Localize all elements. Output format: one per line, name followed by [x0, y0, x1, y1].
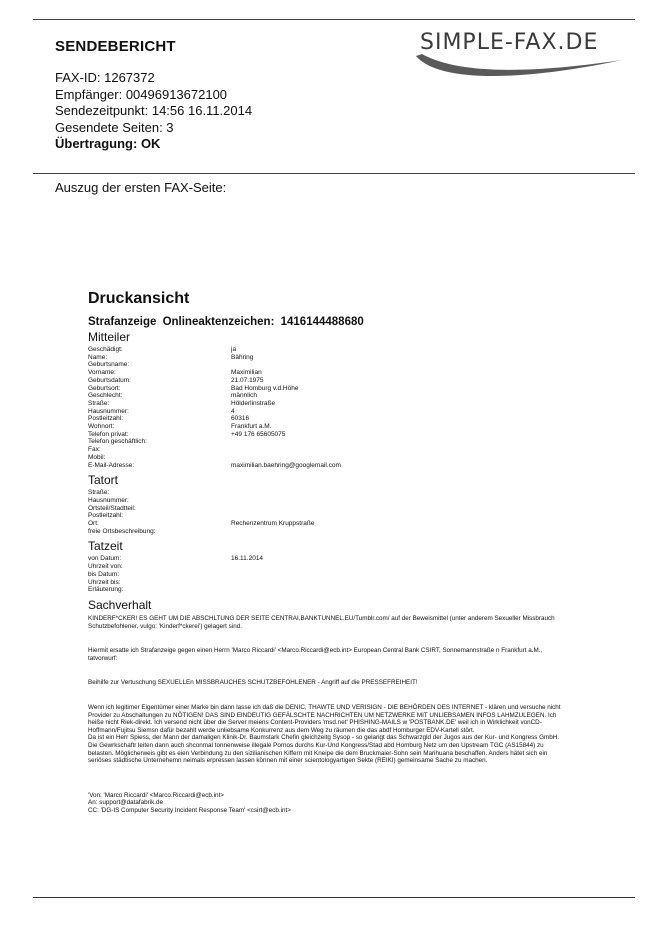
- form-row-label: Straße:: [88, 399, 110, 407]
- form-row-label: Geschlecht:: [88, 392, 123, 400]
- form-row-label: Uhrzeit bis:: [88, 578, 121, 586]
- email-header-block: [88, 792, 568, 815]
- section-heading-tatort: Tatort: [88, 473, 119, 488]
- form-row-value: Rechenzentrum Kruppstraße: [231, 520, 315, 528]
- form-row: [88, 400, 568, 408]
- form-row-value: Bähring: [231, 353, 254, 361]
- form-row-label: Straße:: [88, 489, 110, 497]
- fax-id: FAX-ID: 1267372: [55, 70, 155, 85]
- form-row-label: Telefon privat:: [88, 430, 129, 438]
- form-row-value: +49 176 65605075: [231, 430, 286, 438]
- top-divider: [33, 19, 635, 20]
- form-row: [88, 512, 568, 520]
- form-row: [88, 520, 568, 528]
- sachverhalt-paragraph: Da ist ein Herr Spiess, der Mann der damaligen Klinik-Dr. Baumstark Chefin gleichzeitg Sysop - so gelangt das Schwarzgld der Jugos aus der Kur- und Kongress GmbH. Die Gewrkschaftr leiten dann auch shconmal tonnenweise illegale Pornos durchs Kur-Und Kongress/Stad abd Homburg Netz um den Upstream TGC (AS15844) zu belasten. Möglicherweis gibt es eien Verbindung zu den sizilianischen Kiffern mit Kneipe die dem Bruckmaier-Sohn sein Marihuana beschaffen. Anders hätet sich ein seriöses städtische Unternehemn neimals erpressen lassen können mit einer scientologyartigen Sekte (REIKI) gemeinsame Sache zu machen.: [88, 734, 560, 765]
- email-cc-line: CC: 'DG-IS Computer Security Incident Response Team' <csirt@ecb.int>: [88, 806, 291, 814]
- form-row-label: Postleitzahl:: [88, 415, 124, 423]
- fax-pages-sent: Gesendete Seiten: 3: [55, 119, 174, 135]
- form-row: [88, 377, 568, 385]
- middle-divider: [33, 173, 635, 174]
- form-row-label: Ortsteil/Stadtteil:: [88, 504, 136, 512]
- bottom-divider: [33, 897, 635, 898]
- form-row: [88, 438, 568, 446]
- form-row-label: Fax:: [88, 446, 101, 454]
- form-row-label: bis Datum:: [88, 570, 120, 578]
- sachverhalt-paragraph: Hiermit ersatte ich Strafanzeige gegen einen Herrn 'Marco Riccardi' <Marco.Riccardi@ecb.int> European Central Bank CSIRT, Sonnemannstraße n Frankfurt a.M., tatvorwurf:: [88, 647, 543, 662]
- form-row-label: Geburtsdatum:: [88, 376, 131, 384]
- form-row: [88, 408, 568, 416]
- form-mitteiler: [88, 346, 568, 469]
- form-row-label: Mobil:: [88, 453, 106, 461]
- form-row: [88, 431, 568, 439]
- sachverhalt-paragraph: Beihilfe zur Vertuschung SEXUELLEn MISSBRAUCHES SCHUTZBEFOHLENER - Angriff auf die PRESSEFREIHEIT!: [88, 679, 418, 687]
- section-heading-sachverhalt: Sachverhalt: [88, 597, 152, 612]
- scan-subtitle: Strafanzeige Onlineaktenzeichen: 1416144488680: [88, 316, 364, 328]
- excerpt-label: Auszug der ersten FAX-Seite:: [55, 180, 227, 195]
- form-row-value: 60316: [231, 415, 250, 423]
- form-row: [88, 497, 568, 505]
- fax-transmission-status: Übertragung: OK: [55, 136, 161, 151]
- form-row-label: Hausnummer:: [88, 496, 129, 504]
- form-row-label: Geschädigt:: [88, 346, 123, 353]
- form-row: [88, 361, 568, 369]
- form-row-value: 4: [231, 407, 235, 415]
- form-row-label: Wohnort:: [88, 423, 115, 431]
- form-row-value: 21.07.1975: [231, 376, 264, 384]
- section-heading-tatzeit: Tatzeit: [88, 539, 123, 554]
- form-row: [88, 446, 568, 454]
- form-row: [88, 423, 568, 431]
- fax-send-time: Sendezeitpunkt: 14:56 16.11.2014: [55, 103, 253, 118]
- form-row: [88, 571, 568, 579]
- fax-page-excerpt: [88, 290, 568, 814]
- fax-details: [55, 70, 252, 153]
- sachverhalt-paragraph: KINDERF*CKER! ES GEHT UM DIE ABSCHLTUNG DER SEITE CENTRAI.BANKTUNNEL.EU/Tumblr.com/ auf der Beweismittel (unter anderem Sexueller Missbrauch Schutzbefohlener, vulgo: 'Kinderf*ckerei') gelagert sind.: [88, 614, 555, 630]
- form-row: [88, 346, 568, 354]
- form-row-value: maximilian.baehring@googlemail.com: [231, 461, 341, 469]
- email-to-line: An: support@datafabrik.de: [88, 799, 164, 807]
- form-row-label: Geburtsort:: [88, 384, 121, 392]
- form-row-label: Telefon geschäftlich:: [88, 438, 147, 446]
- form-tatzeit: [88, 555, 568, 594]
- form-row: [88, 462, 568, 470]
- form-row-label: freie Ortsbeschreibung:: [88, 527, 156, 535]
- fax-recipient: Empfänger: 00496913672100: [55, 86, 228, 102]
- form-row-label: Erläuterung:: [88, 586, 124, 594]
- form-row-value: 16.11.2014: [231, 555, 264, 563]
- simple-fax-logo: [408, 24, 628, 80]
- form-row-label: Vorname:: [88, 369, 116, 377]
- report-title: SENDEBERICHT: [55, 38, 176, 55]
- form-row-label: Hausnummer:: [88, 407, 129, 415]
- form-row-label: Uhrzeit von:: [88, 563, 123, 571]
- form-tatort: [88, 489, 568, 535]
- form-row: [88, 528, 568, 536]
- form-row-value: Bad Homburg v.d.Höhe: [231, 384, 299, 392]
- form-row: [88, 586, 568, 594]
- form-row: [88, 563, 568, 571]
- form-row-value: Maximilian: [231, 369, 262, 377]
- form-row-value: Frankfurt a.M.: [231, 423, 272, 431]
- logo-text: SIMPLE-FAX.DE: [420, 30, 599, 55]
- form-row-value: ja: [231, 346, 237, 353]
- form-row: [88, 489, 568, 497]
- form-row: [88, 392, 568, 400]
- form-row-value: männlich: [231, 392, 258, 400]
- form-row-label: von Datum:: [88, 555, 122, 563]
- scan-title: Druckansicht: [88, 290, 190, 307]
- form-row-label: Geburtsname:: [88, 361, 130, 369]
- form-row: [88, 385, 568, 393]
- form-row-label: Ort:: [88, 520, 99, 528]
- form-row-label: Postleitzahl:: [88, 512, 124, 520]
- form-row: [88, 579, 568, 587]
- section-heading-mitteiler: Mitteiler: [88, 330, 131, 344]
- form-row: [88, 415, 568, 423]
- form-row-value: Hölderlinstraße: [231, 399, 276, 407]
- sachverhalt-paragraph: Wenn ich legitimer Eigentümer einer Marke bin dann lasse ich daß die DENIC, THAWTE UND VERISIGN - DIE BEHÖRDEN DES INTERNET - klären und versuche nicht Provider zu Abschaltungen zu NÖTIGEN! DAS SIND EINDEUTIG GEFÄLSCHTE NACHRICHTEN UM NETZWERKE MIT UNLIEBSAMEN INFOS LAHMZULEGEN. Ich heiße nicht Riek-direkt. Ich versend nicht über die Server meiens Content-Providers 'msd.net' PHISHING-MAILS w 'POSTBANK.DE' weil ich in Wirklichkeit vonCD-Hoffmann/Fujitsu Siemsn dafür bezahlt werde unliebsame Konkurrenz aus dem Weg zu räumen die das abdf Homburger EDV-Kartell stört.: [88, 703, 561, 734]
- form-row-label: E-Mail-Adresse:: [88, 461, 135, 469]
- email-from-line: 'Von: 'Marco Riccardi' <Marco.Riccardi@ecb.int>: [88, 791, 224, 799]
- form-row: [88, 369, 568, 377]
- form-row: [88, 555, 568, 563]
- form-row-label: Name:: [88, 353, 108, 361]
- form-row: [88, 505, 568, 513]
- form-row: [88, 354, 568, 362]
- form-row: [88, 454, 568, 462]
